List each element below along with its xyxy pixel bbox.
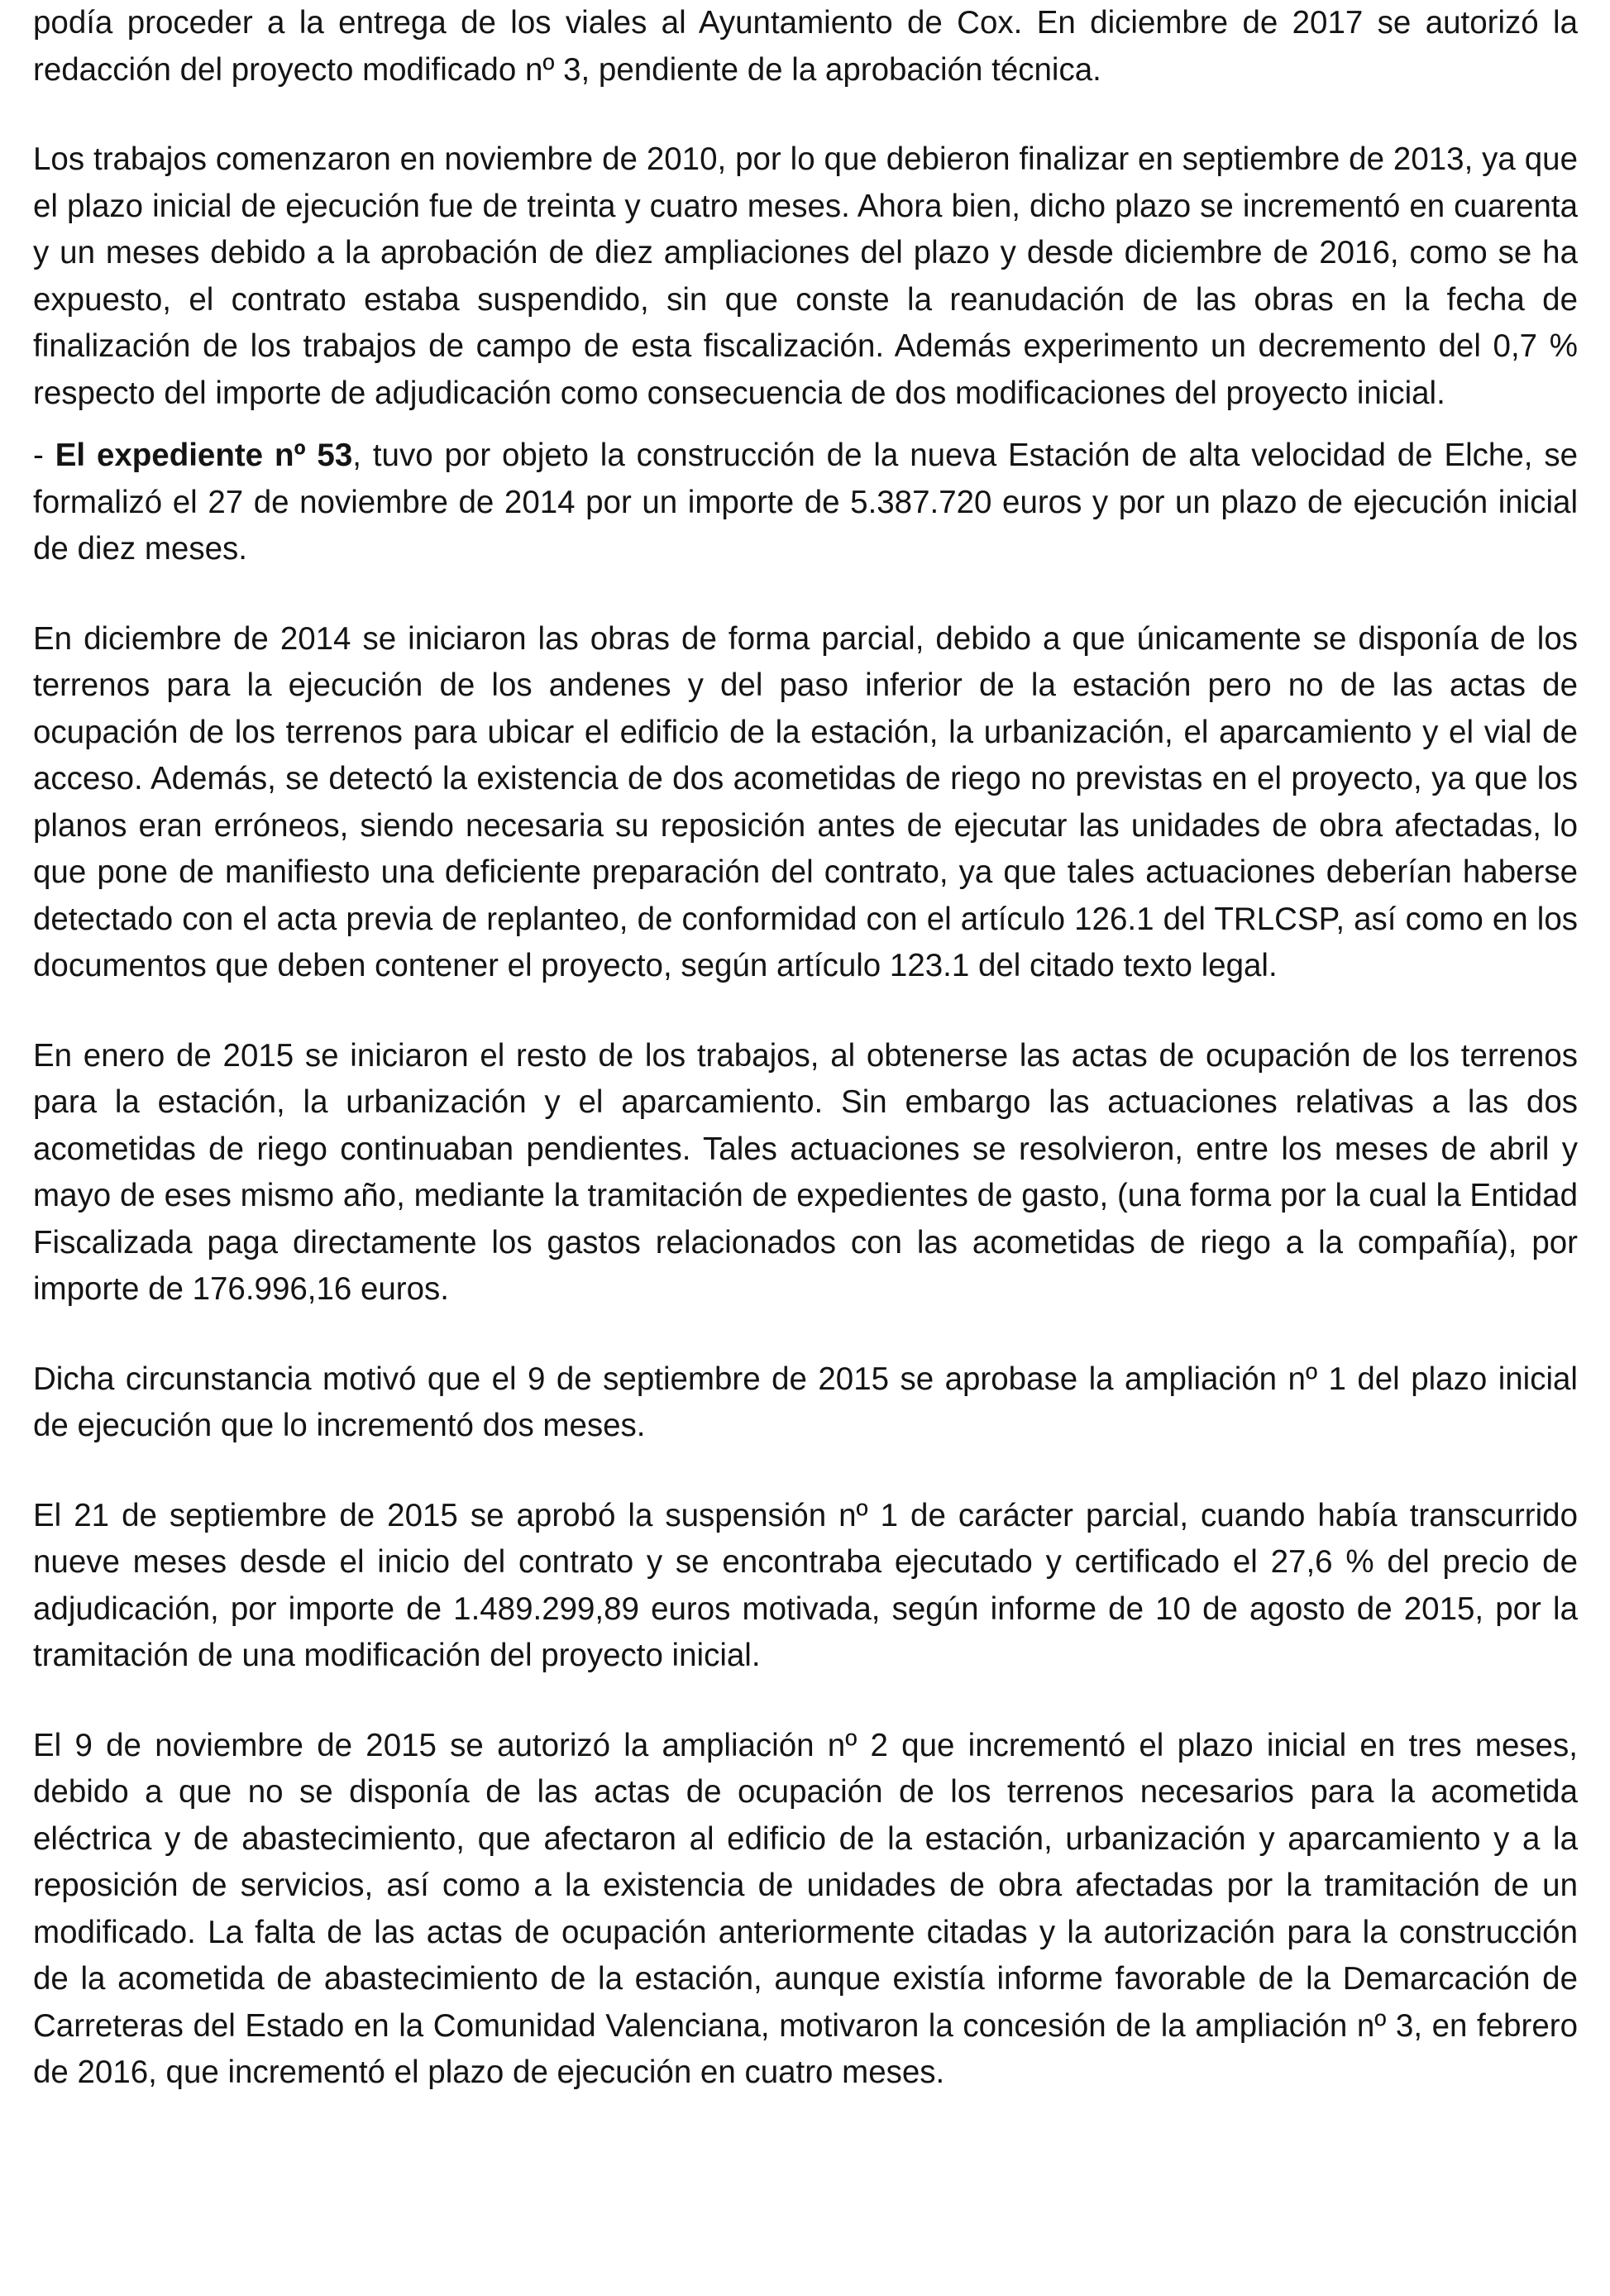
paragraph-trabajos-plazo: Los trabajos comenzaron en noviembre de 2010, por lo que debieron finalizar en septiembre de 2013, ya que el plazo inicial de ejecución fue de treinta y cuatro meses. Ahora bien, dicho plazo se incrementó en cuarenta y un meses debido a la aprobación de diez ampliaciones del plazo y desde diciembre de 2016, como se ha expuesto, el contrato estaba suspendido, sin que conste la reanudación de las obras en la fecha de finalización de los trabajos de campo de esta fiscalización. Además experimento un decremento del 0,7 % respecto del importe de adjudicación como consecuencia de dos modificaciones del proyecto inicial. bbox=[33, 141, 1578, 411]
paragraph-enero-2015: En enero de 2015 se iniciaron el resto de los trabajos, al obtenerse las actas de ocupación de los terrenos para la estación, la urbanización y el aparcamiento. Sin embargo las actuaciones relativas a las dos acometidas de riego continuaban pendientes. Tales actuaciones se resolvieron, entre los meses de abril y mayo de eses mismo año, mediante la tramitación de expedientes de gasto, (una forma por la cual la Entidad Fiscalizada paga directamente los gastos relacionados con las acometidas de riego a la compañía), por importe de 176.996,16 euros. bbox=[33, 1037, 1578, 1307]
expediente-53-text: , tuvo por objeto la construcción de la nueva Estación de alta velocidad de Elche, se formalizó el 27 de noviembre de 2014 por un importe de 5.387.720 euros y por un plazo de ejecución inicial de diez meses. bbox=[33, 438, 1578, 567]
paragraph-expediente-53 bbox=[33, 433, 1578, 573]
expediente-53-heading: El expediente nº 53 bbox=[55, 438, 353, 473]
paragraph-ampliacion-1: Dicha circunstancia motivó que el 9 de septiembre de 2015 se aprobase la ampliación nº 1 del plazo inicial de ejecución que lo incrementó dos meses. bbox=[33, 1361, 1578, 1443]
paragraph-suspension-1: El 21 de septiembre de 2015 se aprobó la suspensión nº 1 de carácter parcial, cuando había transcurrido nueve meses desde el inicio del contrato y se encontraba ejecutado y certificado el 27,6 % del precio de adjudicación, por importe de 1.489.299,89 euros motivada, según informe de 10 de agosto de 2015, por la tramitación de una modificación del proyecto inicial. bbox=[33, 1497, 1578, 1673]
list-dash: - bbox=[33, 438, 55, 473]
paragraph-diciembre-2014: En diciembre de 2014 se iniciaron las obras de forma parcial, debido a que únicamente se disponía de los terrenos para la ejecución de los andenes y del paso inferior de la estación pero no de las actas de ocupación de los terrenos para ubicar el edificio de la estación, la urbanización, el aparcamiento y el vial de acceso. Además, se detectó la existencia de dos acometidas de riego no previstas en el proyecto, ya que los planos eran erróneos, siendo necesaria su reposición antes de ejecutar las unidades de obra afectadas, lo que pone de manifiesto una deficiente preparación del contrato, ya que tales actuaciones deberían haberse detectado con el acta previa de replanteo, de conformidad con el artículo 126.1 del TRLCSP, así como en los documentos que deben contener el proyecto, según artículo 123.1 del citado texto legal. bbox=[33, 620, 1578, 983]
document-body bbox=[33, 0, 1578, 2097]
paragraph-ampliacion-2-3: El 9 de noviembre de 2015 se autorizó la ampliación nº 2 que incrementó el plazo inicial en tres meses, debido a que no se disponía de las actas de ocupación de los terrenos necesarios para la acometida eléctrica y de abastecimiento, que afectaron al edificio de la estación, urbanización y aparcamiento y a la reposición de servicios, así como a la existencia de unidades de obra afectadas por la tramitación de un modificado. La falta de las actas de ocupación anteriormente citadas y la autorización para la construcción de la acometida de abastecimiento de la estación, aunque existía informe favorable de la Demarcación de Carreteras del Estado en la Comunidad Valenciana, motivaron la concesión de la ampliación nº 3, en febrero de 2016, que incrementó el plazo de ejecución en cuatro meses. bbox=[33, 1727, 1578, 2090]
paragraph-viales-cox: podía proceder a la entrega de los viales al Ayuntamiento de Cox. En diciembre de 2017 se autorizó la redacción del proyecto modificado nº 3, pendiente de la aprobación técnica. bbox=[33, 5, 1578, 88]
